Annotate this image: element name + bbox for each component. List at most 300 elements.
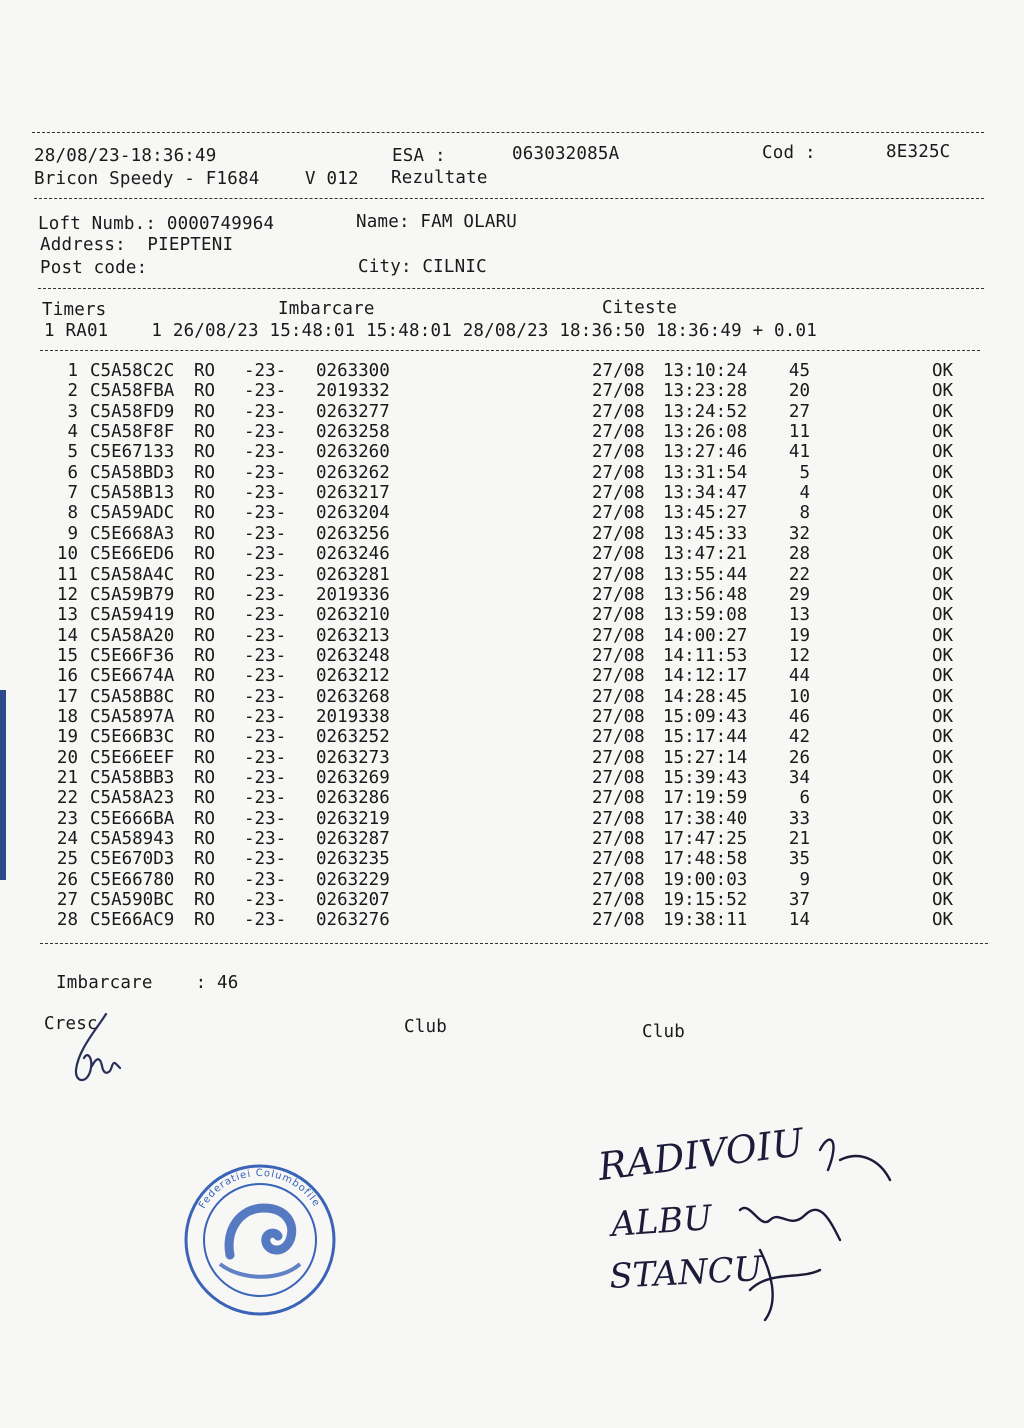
position: 5 bbox=[799, 462, 810, 483]
arrival-date: 27/08 bbox=[592, 564, 645, 585]
country-code: RO bbox=[194, 666, 216, 687]
ring-number: 0263217 bbox=[316, 483, 390, 504]
arrival-date: 27/08 bbox=[592, 462, 645, 483]
arrival-time: 14:11:53 bbox=[663, 645, 748, 666]
position: 27 bbox=[788, 401, 810, 422]
ring-number: 0263287 bbox=[316, 829, 390, 850]
row-number: 19 bbox=[56, 727, 78, 748]
ring-number: 0263219 bbox=[316, 808, 390, 829]
ring-number: 0263212 bbox=[316, 666, 390, 687]
arrival-time: 15:39:43 bbox=[663, 768, 748, 788]
ring-number: 0263213 bbox=[316, 625, 390, 646]
country-code: RO bbox=[194, 544, 216, 565]
position: 46 bbox=[788, 706, 810, 727]
position: 8 bbox=[799, 503, 810, 524]
arrival-date: 27/08 bbox=[592, 808, 645, 829]
position: 29 bbox=[788, 584, 810, 605]
arrival-time: 15:09:43 bbox=[663, 706, 748, 727]
country-code: RO bbox=[194, 361, 216, 381]
commission-signatures bbox=[590, 1120, 920, 1330]
status-ok: OK bbox=[932, 401, 954, 422]
ring-year: -23- bbox=[244, 361, 287, 381]
table-row bbox=[0, 748, 1000, 768]
arrival-date: 27/08 bbox=[592, 666, 645, 687]
table-row bbox=[0, 422, 1000, 442]
country-code: RO bbox=[194, 808, 216, 829]
country-code: RO bbox=[194, 768, 216, 788]
row-number: 23 bbox=[56, 808, 78, 829]
arrival-date: 27/08 bbox=[592, 706, 645, 727]
divider bbox=[34, 198, 984, 199]
country-code: RO bbox=[194, 503, 216, 524]
table-row bbox=[0, 809, 1000, 829]
country-code: RO bbox=[194, 727, 216, 748]
arrival-date: 27/08 bbox=[592, 503, 645, 524]
divider bbox=[40, 350, 980, 351]
row-number: 3 bbox=[67, 401, 78, 422]
arrival-time: 17:19:59 bbox=[663, 788, 748, 809]
status-ok: OK bbox=[932, 849, 954, 870]
status-ok: OK bbox=[932, 544, 954, 565]
row-number: 28 bbox=[56, 910, 78, 931]
position: 45 bbox=[788, 361, 810, 381]
row-number: 25 bbox=[56, 849, 78, 870]
ring-number: 0263286 bbox=[316, 788, 390, 809]
ring-number: 0263300 bbox=[316, 361, 390, 381]
imbarcare-label: Imbarcare bbox=[278, 299, 375, 319]
ring-id: C5A58A23 bbox=[90, 788, 175, 809]
table-row bbox=[0, 626, 1000, 646]
device-version: V 012 bbox=[305, 169, 359, 189]
arrival-date: 27/08 bbox=[592, 422, 645, 443]
ring-id: C5A59419 bbox=[90, 605, 175, 626]
ring-id: C5A58FBA bbox=[90, 381, 175, 402]
table-row bbox=[0, 585, 1000, 605]
ring-year: -23- bbox=[244, 727, 287, 748]
cresc-label: Cresc bbox=[44, 1014, 98, 1034]
ring-number: 0263269 bbox=[316, 768, 390, 788]
status-ok: OK bbox=[932, 829, 954, 850]
ring-id: C5E666BA bbox=[90, 808, 175, 829]
status-ok: OK bbox=[932, 910, 954, 931]
arrival-date: 27/08 bbox=[592, 605, 645, 626]
ring-number: 0263246 bbox=[316, 544, 390, 565]
row-number: 14 bbox=[56, 625, 78, 646]
timer-line: 1 RA01 1 26/08/23 15:48:01 15:48:01 28/08/23 18:36:50 18:36:49 + 0.01 bbox=[44, 321, 817, 341]
ring-id: C5A58F8F bbox=[90, 422, 175, 443]
ring-id: C5E66ED6 bbox=[90, 544, 175, 565]
arrival-time: 19:15:52 bbox=[663, 890, 748, 911]
table-row bbox=[0, 870, 1000, 890]
status-ok: OK bbox=[932, 686, 954, 707]
row-number: 17 bbox=[56, 686, 78, 707]
arrival-date: 27/08 bbox=[592, 849, 645, 870]
status-ok: OK bbox=[932, 788, 954, 809]
position: 11 bbox=[788, 422, 810, 443]
status-ok: OK bbox=[932, 442, 954, 463]
position: 9 bbox=[799, 869, 810, 890]
ring-number: 0263210 bbox=[316, 605, 390, 626]
position: 37 bbox=[788, 890, 810, 911]
ring-year: -23- bbox=[244, 910, 287, 931]
row-number: 16 bbox=[56, 666, 78, 687]
position: 20 bbox=[788, 381, 810, 402]
ring-number: 2019336 bbox=[316, 584, 390, 605]
arrival-time: 13:26:08 bbox=[663, 422, 748, 443]
ring-id: C5A5897A bbox=[90, 706, 175, 727]
status-ok: OK bbox=[932, 808, 954, 829]
ring-id: C5E66780 bbox=[90, 869, 175, 890]
row-number: 4 bbox=[67, 422, 78, 443]
ring-year: -23- bbox=[244, 829, 287, 850]
status-ok: OK bbox=[932, 890, 954, 911]
row-number: 9 bbox=[67, 523, 78, 544]
ring-id: C5A58BD3 bbox=[90, 462, 175, 483]
table-row bbox=[0, 381, 1000, 401]
status-ok: OK bbox=[932, 727, 954, 748]
arrival-time: 15:27:14 bbox=[663, 747, 748, 768]
position: 10 bbox=[788, 686, 810, 707]
arrival-time: 15:17:44 bbox=[663, 727, 748, 748]
status-ok: OK bbox=[932, 584, 954, 605]
fancier-name: Name: FAM OLARU bbox=[356, 212, 518, 232]
arrival-time: 13:45:27 bbox=[663, 503, 748, 524]
ring-year: -23- bbox=[244, 869, 287, 890]
table-row bbox=[0, 646, 1000, 666]
ring-id: C5E66B3C bbox=[90, 727, 175, 748]
address: Address: PIEPTENI bbox=[40, 235, 234, 255]
position: 41 bbox=[788, 442, 810, 463]
table-row bbox=[0, 788, 1000, 808]
country-code: RO bbox=[194, 605, 216, 626]
country-code: RO bbox=[194, 829, 216, 850]
status-ok: OK bbox=[932, 645, 954, 666]
table-row bbox=[0, 402, 1000, 422]
country-code: RO bbox=[194, 584, 216, 605]
ring-year: -23- bbox=[244, 422, 287, 443]
ring-id: C5A59ADC bbox=[90, 503, 175, 524]
row-number: 27 bbox=[56, 890, 78, 911]
imbarcare-total: Imbarcare : 46 bbox=[56, 973, 239, 993]
loft-number: Loft Numb.: 0000749964 bbox=[38, 214, 275, 234]
position: 19 bbox=[788, 625, 810, 646]
status-ok: OK bbox=[932, 483, 954, 504]
arrival-time: 19:00:03 bbox=[663, 869, 748, 890]
status-ok: OK bbox=[932, 625, 954, 646]
ring-year: -23- bbox=[244, 381, 287, 402]
arrival-time: 17:47:25 bbox=[663, 829, 748, 850]
divider bbox=[40, 943, 988, 944]
arrival-time: 14:00:27 bbox=[663, 625, 748, 646]
divider bbox=[32, 132, 984, 133]
device-name: Bricon Speedy - F1684 bbox=[34, 169, 260, 189]
status-ok: OK bbox=[932, 869, 954, 890]
row-number: 7 bbox=[67, 483, 78, 504]
breeder-signature bbox=[66, 1010, 136, 1090]
position: 6 bbox=[799, 788, 810, 809]
ring-number: 0263207 bbox=[316, 890, 390, 911]
position: 28 bbox=[788, 544, 810, 565]
ring-year: -23- bbox=[244, 503, 287, 524]
position: 34 bbox=[788, 768, 810, 788]
table-row bbox=[0, 666, 1000, 686]
row-number: 15 bbox=[56, 645, 78, 666]
table-row bbox=[0, 727, 1000, 747]
table-row bbox=[0, 565, 1000, 585]
ring-id: C5A590BC bbox=[90, 890, 175, 911]
ring-number: 0263262 bbox=[316, 462, 390, 483]
country-code: RO bbox=[194, 381, 216, 402]
ring-year: -23- bbox=[244, 808, 287, 829]
table-row bbox=[0, 544, 1000, 564]
table-row bbox=[0, 463, 1000, 483]
arrival-time: 19:38:11 bbox=[663, 910, 748, 931]
arrival-time: 13:56:48 bbox=[663, 584, 748, 605]
ring-id: C5A58FD9 bbox=[90, 401, 175, 422]
table-row bbox=[0, 361, 1000, 381]
ring-year: -23- bbox=[244, 564, 287, 585]
row-number: 11 bbox=[56, 564, 78, 585]
timers-label: Timers bbox=[42, 300, 107, 320]
row-number: 2 bbox=[67, 381, 78, 402]
arrival-date: 27/08 bbox=[592, 727, 645, 748]
arrival-date: 27/08 bbox=[592, 442, 645, 463]
ring-year: -23- bbox=[244, 625, 287, 646]
divider bbox=[38, 288, 984, 289]
position: 32 bbox=[788, 523, 810, 544]
arrival-time: 13:47:21 bbox=[663, 544, 748, 565]
table-row bbox=[0, 503, 1000, 523]
arrival-date: 27/08 bbox=[592, 910, 645, 931]
ring-number: 0263248 bbox=[316, 645, 390, 666]
city: City: CILNIC bbox=[358, 257, 487, 277]
table-row bbox=[0, 707, 1000, 727]
country-code: RO bbox=[194, 890, 216, 911]
country-code: RO bbox=[194, 849, 216, 870]
status-ok: OK bbox=[932, 706, 954, 727]
arrival-date: 27/08 bbox=[592, 747, 645, 768]
document-title: Rezultate bbox=[391, 168, 488, 188]
position: 12 bbox=[788, 645, 810, 666]
row-number: 20 bbox=[56, 747, 78, 768]
table-row bbox=[0, 890, 1000, 910]
row-number: 24 bbox=[56, 829, 78, 850]
row-number: 8 bbox=[67, 503, 78, 524]
ring-number: 2019332 bbox=[316, 381, 390, 402]
ring-id: C5A58A20 bbox=[90, 625, 175, 646]
country-code: RO bbox=[194, 462, 216, 483]
esa-label: ESA : bbox=[392, 146, 446, 166]
row-number: 12 bbox=[56, 584, 78, 605]
status-ok: OK bbox=[932, 747, 954, 768]
ring-number: 0263252 bbox=[316, 727, 390, 748]
arrival-date: 27/08 bbox=[592, 829, 645, 850]
stamp-text: Federatiei Columbofile bbox=[197, 1167, 322, 1211]
country-code: RO bbox=[194, 747, 216, 768]
arrival-time: 13:45:33 bbox=[663, 523, 748, 544]
ring-id: C5A58BB3 bbox=[90, 768, 175, 788]
ring-number: 0263277 bbox=[316, 401, 390, 422]
status-ok: OK bbox=[932, 503, 954, 524]
table-row bbox=[0, 524, 1000, 544]
row-number: 21 bbox=[56, 768, 78, 788]
arrival-time: 17:48:58 bbox=[663, 849, 748, 870]
table-row bbox=[0, 442, 1000, 462]
arrival-date: 27/08 bbox=[592, 584, 645, 605]
ring-number: 0263260 bbox=[316, 442, 390, 463]
ring-id: C5E668A3 bbox=[90, 523, 175, 544]
ring-number: 2019338 bbox=[316, 706, 390, 727]
arrival-time: 13:10:24 bbox=[663, 361, 748, 381]
position: 35 bbox=[788, 849, 810, 870]
arrival-date: 27/08 bbox=[592, 625, 645, 646]
arrival-date: 27/08 bbox=[592, 869, 645, 890]
arrival-time: 14:28:45 bbox=[663, 686, 748, 707]
ring-id: C5A58C2C bbox=[90, 361, 175, 381]
ring-year: -23- bbox=[244, 706, 287, 727]
country-code: RO bbox=[194, 523, 216, 544]
status-ok: OK bbox=[932, 361, 954, 381]
ring-year: -23- bbox=[244, 584, 287, 605]
ring-year: -23- bbox=[244, 442, 287, 463]
ring-year: -23- bbox=[244, 788, 287, 809]
ring-year: -23- bbox=[244, 768, 287, 788]
ring-number: 0263268 bbox=[316, 686, 390, 707]
status-ok: OK bbox=[932, 605, 954, 626]
ring-id: C5A58B13 bbox=[90, 483, 175, 504]
ring-id: C5A58A4C bbox=[90, 564, 175, 585]
country-code: RO bbox=[194, 442, 216, 463]
table-row bbox=[0, 849, 1000, 869]
ring-number: 0263276 bbox=[316, 910, 390, 931]
cod-label: Cod : bbox=[762, 143, 816, 163]
ring-year: -23- bbox=[244, 666, 287, 687]
status-ok: OK bbox=[932, 523, 954, 544]
position: 26 bbox=[788, 747, 810, 768]
signature-2: ALBU bbox=[609, 1198, 714, 1245]
position: 21 bbox=[788, 829, 810, 850]
position: 14 bbox=[788, 910, 810, 931]
country-code: RO bbox=[194, 483, 216, 504]
arrival-date: 27/08 bbox=[592, 686, 645, 707]
ring-year: -23- bbox=[244, 462, 287, 483]
status-ok: OK bbox=[932, 462, 954, 483]
ring-year: -23- bbox=[244, 605, 287, 626]
ring-year: -23- bbox=[244, 686, 287, 707]
row-number: 13 bbox=[56, 605, 78, 626]
cod-value: 8E325C bbox=[886, 142, 951, 162]
row-number: 6 bbox=[67, 462, 78, 483]
position: 33 bbox=[788, 808, 810, 829]
arrival-time: 13:31:54 bbox=[663, 462, 748, 483]
ring-number: 0263273 bbox=[316, 747, 390, 768]
ring-year: -23- bbox=[244, 849, 287, 870]
arrival-date: 27/08 bbox=[592, 645, 645, 666]
table-row bbox=[0, 910, 1000, 930]
ring-number: 0263281 bbox=[316, 564, 390, 585]
status-ok: OK bbox=[932, 564, 954, 585]
arrival-time: 14:12:17 bbox=[663, 666, 748, 687]
esa-value: 063032085A bbox=[512, 144, 620, 164]
arrival-date: 27/08 bbox=[592, 483, 645, 504]
ring-number: 0263258 bbox=[316, 422, 390, 443]
position: 22 bbox=[788, 564, 810, 585]
arrival-time: 13:23:28 bbox=[663, 381, 748, 402]
status-ok: OK bbox=[932, 768, 954, 788]
ring-number: 0263204 bbox=[316, 503, 390, 524]
ring-id: C5E66AC9 bbox=[90, 910, 175, 931]
table-row bbox=[0, 829, 1000, 849]
status-ok: OK bbox=[932, 381, 954, 402]
ring-year: -23- bbox=[244, 890, 287, 911]
ring-id: C5A58943 bbox=[90, 829, 175, 850]
arrival-date: 27/08 bbox=[592, 788, 645, 809]
table-row bbox=[0, 483, 1000, 503]
row-number: 5 bbox=[67, 442, 78, 463]
ring-id: C5E6674A bbox=[90, 666, 175, 687]
position: 4 bbox=[799, 483, 810, 504]
arrival-time: 13:34:47 bbox=[663, 483, 748, 504]
row-number: 1 bbox=[67, 361, 78, 381]
ring-id: C5E66EEF bbox=[90, 747, 175, 768]
country-code: RO bbox=[194, 564, 216, 585]
row-number: 10 bbox=[56, 544, 78, 565]
country-code: RO bbox=[194, 422, 216, 443]
ring-year: -23- bbox=[244, 544, 287, 565]
ring-year: -23- bbox=[244, 747, 287, 768]
arrival-date: 27/08 bbox=[592, 544, 645, 565]
arrival-date: 27/08 bbox=[592, 401, 645, 422]
ring-number: 0263235 bbox=[316, 849, 390, 870]
arrival-time: 13:27:46 bbox=[663, 442, 748, 463]
ring-number: 0263256 bbox=[316, 523, 390, 544]
position: 42 bbox=[788, 727, 810, 748]
country-code: RO bbox=[194, 869, 216, 890]
federation-stamp bbox=[180, 1160, 340, 1320]
club-label: Club bbox=[404, 1017, 447, 1037]
ring-year: -23- bbox=[244, 483, 287, 504]
ring-year: -23- bbox=[244, 523, 287, 544]
table-row bbox=[0, 768, 1000, 788]
ring-id: C5E670D3 bbox=[90, 849, 175, 870]
post-code: Post code: bbox=[40, 258, 148, 278]
country-code: RO bbox=[194, 686, 216, 707]
ring-id: C5A58B8C bbox=[90, 686, 175, 707]
arrival-date: 27/08 bbox=[592, 768, 645, 788]
arrival-date: 27/08 bbox=[592, 523, 645, 544]
row-number: 26 bbox=[56, 869, 78, 890]
position: 44 bbox=[788, 666, 810, 687]
table-row bbox=[0, 687, 1000, 707]
club-label-2: Club bbox=[642, 1022, 685, 1042]
arrival-time: 13:55:44 bbox=[663, 564, 748, 585]
country-code: RO bbox=[194, 625, 216, 646]
country-code: RO bbox=[194, 401, 216, 422]
arrival-time: 13:24:52 bbox=[663, 401, 748, 422]
table-row bbox=[0, 605, 1000, 625]
country-code: RO bbox=[194, 910, 216, 931]
ring-id: C5A59B79 bbox=[90, 584, 175, 605]
ring-id: C5E66F36 bbox=[90, 645, 175, 666]
status-ok: OK bbox=[932, 666, 954, 687]
signature-1: RADIVOIU bbox=[595, 1120, 807, 1189]
printout-datetime: 28/08/23-18:36:49 bbox=[34, 146, 217, 166]
arrival-date: 27/08 bbox=[592, 381, 645, 402]
ring-number: 0263229 bbox=[316, 869, 390, 890]
status-ok: OK bbox=[932, 422, 954, 443]
country-code: RO bbox=[194, 645, 216, 666]
row-number: 22 bbox=[56, 788, 78, 809]
